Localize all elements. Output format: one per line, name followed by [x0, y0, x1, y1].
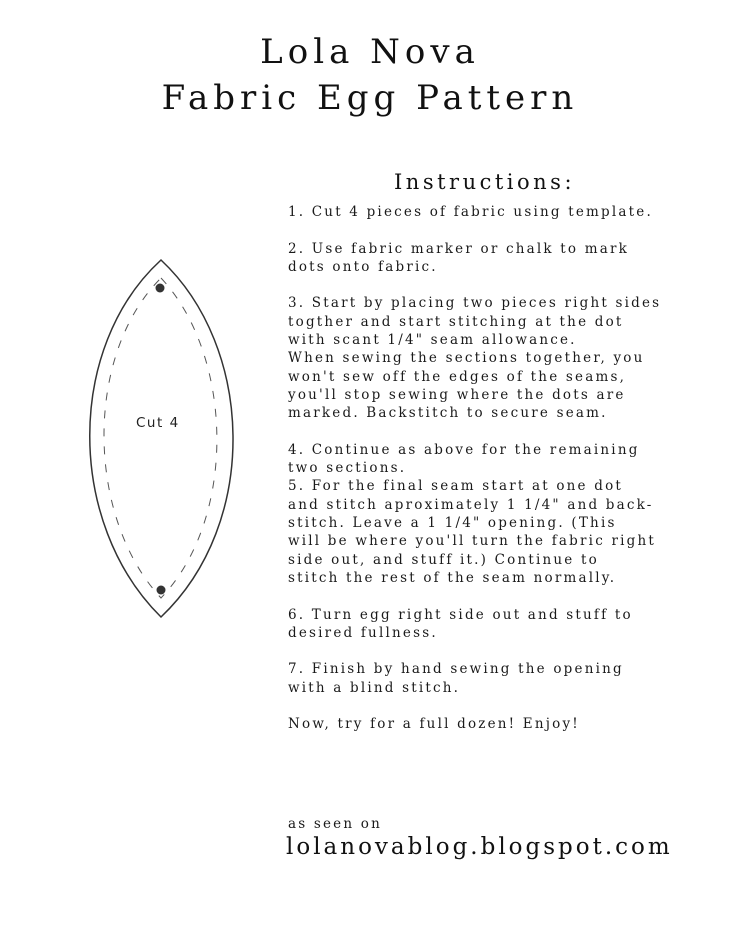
instructions-heading: Instructions:	[394, 170, 576, 194]
title-line-1: Lola Nova	[260, 32, 480, 72]
egg-template-shape	[70, 255, 250, 623]
step-3: 3. Start by placing two pieces right sides togther and start stitching at the dot with scant 1/4" seam allowance. When sewing the sections together, you won't sew off the edges of the seams, you'll stop sewing where the dots are marked. Backstitch to secure seam.	[288, 295, 662, 422]
cut-4-label: Cut 4	[136, 415, 180, 431]
template-dot-top	[156, 284, 165, 293]
step-6: 6. Turn egg right side out and stuff to desired fullness.	[288, 606, 633, 641]
blog-url[interactable]: lolanovablog.blogspot.com	[286, 834, 673, 860]
title-line-2: Fabric Egg Pattern	[161, 78, 579, 118]
step-7: 7. Finish by hand sewing the opening with a blind stitch.	[288, 661, 624, 696]
step-5: 5. For the final seam start at one dot and stitch aproximately 1 1/4" and back- stitch. Leave a 1 1/4" opening. (This will be where you'll turn the fabric right side out, and stuff it.) Continue to stitch the rest of the seam normally.	[288, 478, 656, 586]
step-2: 2. Use fabric marker or chalk to mark dots onto fabric.	[288, 240, 629, 275]
closing-line: Now, try for a full dozen! Enjoy!	[288, 716, 580, 733]
template-outline	[90, 260, 233, 617]
template-dot-bottom	[157, 586, 166, 595]
instructions-list	[288, 203, 728, 752]
step-1: 1. Cut 4 pieces of fabric using template.	[288, 204, 653, 220]
step-4: 4. Continue as above for the remaining two sections.	[288, 441, 640, 477]
seen-on-label: as seen on	[288, 816, 382, 832]
template-seam-line	[104, 278, 217, 598]
